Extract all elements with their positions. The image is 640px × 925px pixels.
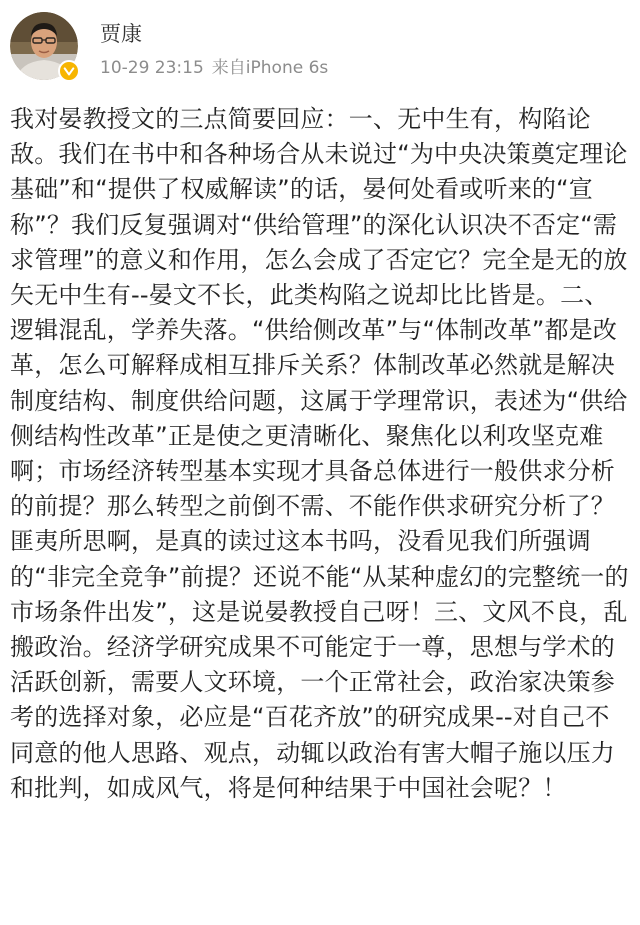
post-timestamp: 10-29 23:15	[100, 58, 204, 78]
avatar[interactable]	[10, 12, 78, 80]
verified-badge-icon	[58, 60, 80, 82]
post-body-text: 我对晏教授文的三点简要回应：一、无中生有，构陷论敌。我们在书中和各种场合从未说过“为中央决策奠定理论基础”和“提供了权威解读”的话，晏何处看或听来的“宣称”？我们反复强调对“供给管理”的深化认识决不否定“需求管理”的意义和作用，怎么会成了否定它？完全是无的放矢无中生有--晏文不长，此类构陷之说却比比皆是。二、逻辑混乱，学养失落。“供给侧改革”与“体制改革”都是改革，怎么可解释成相互排斥关系？体制改革必然就是解决制度结构、制度供给问题，这属于学理常识，表述为“供给侧结构性改革”正是使之更清晰化、聚焦化以利攻坚克难啊；市场经济转型基本实现才具备总体进行一般供求分析的前提？那么转型之前倒不需、不能作供求研究分析了？匪夷所思啊，是真的读过这本书吗，没看见我们所强调的“非完全竞争”前提？还说不能“从某种虚幻的完整统一的市场条件出发”，这是说晏教授自己呀！三、文风不良，乱搬政治。经济学研究成果不可能定于一尊，思想与学术的活跃创新，需要人文环境，一个正常社会，政治家决策参考的选择对象，必应是“百花齐放”的研究成果--对自己不同意的他人思路、观点，动辄以政治有害大帽子施以压力和批判，如成风气，将是何种结果于中国社会呢？！	[10, 105, 629, 802]
post-header	[0, 0, 640, 100]
post-meta	[100, 56, 328, 80]
post-source: 来自iPhone 6s	[211, 58, 329, 78]
author-name[interactable]: 贾康	[100, 22, 142, 46]
